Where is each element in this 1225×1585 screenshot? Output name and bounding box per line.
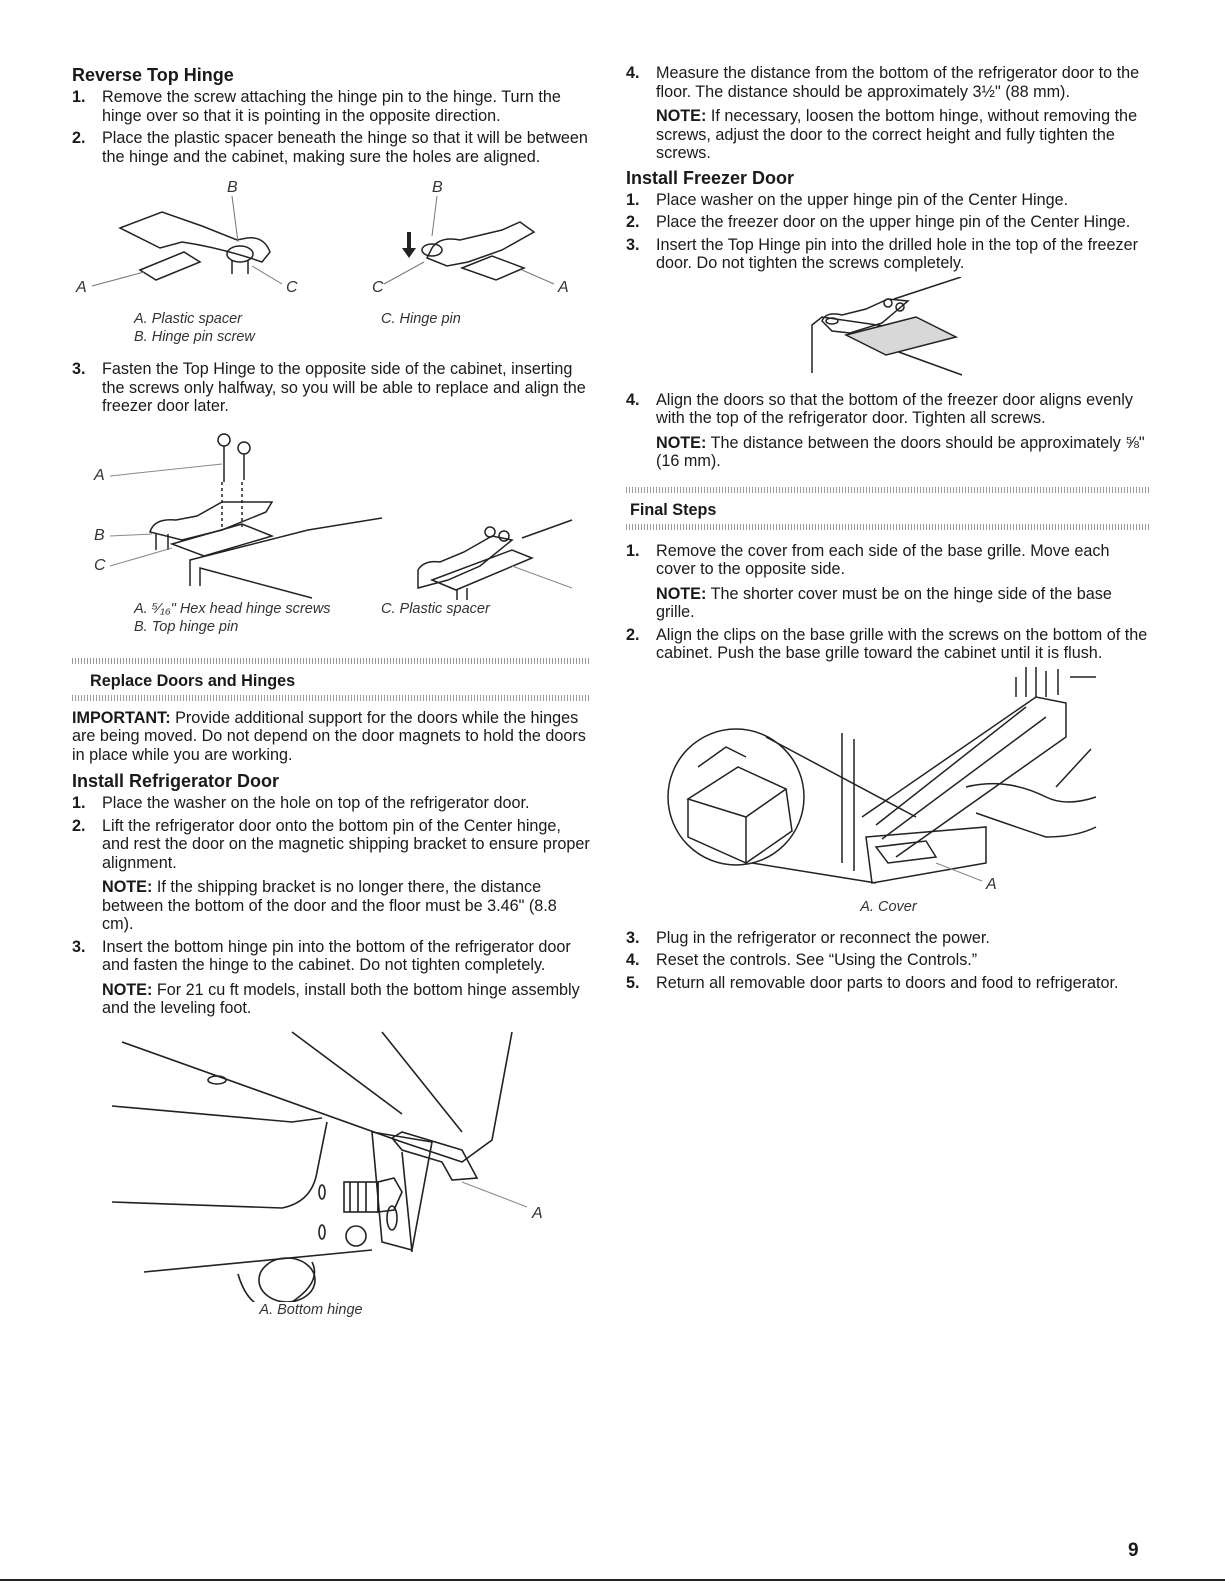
note: NOTE: If the shipping bracket is no longer there, the distance between the bottom of the door and the floor must be 3.46" (8.8 cm). (102, 878, 557, 933)
section-divider-bottom (626, 524, 1151, 530)
right-column (626, 64, 1151, 996)
replace-doors-section (72, 658, 590, 701)
list-item: 1. Remove the screw attaching the hinge pin to the hinge. Turn the hinge over so that it is pointing in the opposite direction. (72, 88, 561, 125)
top-hinge-screws-illustration (72, 420, 590, 600)
figure-top-hinge-screws-captions: A. ⁵⁄₁₆" Hex head hinge screws C. Plastic spacer B. Top hinge pin (134, 600, 490, 635)
list-item: 3. Insert the bottom hinge pin into the bottom of the refrigerator door and fasten the hinge to the cabinet. Do not tighten completely. NOTE: For 21 cu ft models, install both the bottom hinge assembly and the leveling foot. (72, 938, 590, 1018)
install-refrigerator-door-steps (72, 794, 590, 1018)
section-divider-bottom (72, 695, 590, 701)
important-notice: IMPORTANT: Provide additional support for the doors while the hinges are being moved. Do not depend on the door magnets to hold the doors in place while you are working. (72, 708, 586, 764)
list-item: 1. Place washer on the upper hinge pin of the Center Hinge. (626, 190, 1069, 209)
list-item: 3. Insert the Top Hinge pin into the drilled hole in the top of the freezer door. Do not tighten the screws completely. (626, 235, 1139, 272)
measure-steps (626, 64, 1151, 163)
list-item: 3. Plug in the refrigerator or reconnect the power. (626, 928, 990, 947)
label-c-right: C (372, 279, 384, 296)
figure-hinge-spacer-captions: A. Plastic spacer C. Hinge pin B. Hinge pin screw (134, 311, 461, 345)
label-a: A (532, 1204, 543, 1222)
list-item: 4. Align the doors so that the bottom of the freezer door aligns evenly with the top of the refrigerator door. Tighten all screws. NOTE: The distance between the doors should be approximately ⅝" (16 mm). (626, 391, 1151, 471)
label-a: A (94, 466, 105, 484)
install-refrigerator-door-title: Install Refrigerator Door (72, 771, 280, 791)
list-item: 3. Fasten the Top Hinge to the opposite side of the cabinet, inserting the screws only halfway, so you will be able to replace and align the freezer door later. (72, 360, 586, 415)
label-c: C (94, 556, 106, 574)
install-freezer-door-steps-cont (626, 391, 1151, 471)
label-a: A (986, 875, 997, 893)
label-a-left: A (76, 279, 87, 296)
list-item: 1. Remove the cover from each side of the base grille. Move each cover to the opposite side. NOTE: The shorter cover must be on the hinge side of the base grille. (626, 542, 1151, 622)
note: NOTE: For 21 cu ft models, install both the bottom hinge assembly and the leveling foot. (102, 980, 580, 1017)
label-a-right: A (558, 279, 569, 296)
final-steps-section (626, 487, 1151, 530)
figure-freezer-top-hinge (626, 277, 1151, 381)
bottom-rule (0, 1579, 1225, 1581)
hinge-spacer-illustration (72, 170, 590, 310)
note: NOTE: If necessary, loosen the bottom hinge, without removing the screws, adjust the door to the correct height and fully tighten the screws. (656, 107, 1138, 162)
final-steps-list-cont (626, 929, 1151, 993)
figure-bottom-hinge (72, 1022, 590, 1318)
install-freezer-door-steps (626, 191, 1151, 273)
left-column (72, 64, 590, 1318)
list-item: 4. Measure the distance from the bottom of the refrigerator door to the floor. The distance should be approximately 3½" (88 mm). NOTE: If necessary, loosen the bottom hinge, without removing the screws, adjust the door to the correct height and fully tighten the screws. (626, 64, 1151, 163)
list-item: 2. Align the clips on the base grille with the screws on the bottom of the cabinet. Push the base grille toward the cabinet until it is flush. (626, 625, 1148, 662)
label-b-left: B (227, 179, 238, 196)
base-grille-cover-illustration (626, 667, 1151, 899)
list-item: 1. Place the washer on the hole on top of the refrigerator door. (72, 794, 530, 812)
install-freezer-door-title: Install Freezer Door (626, 167, 795, 188)
page-number: 9 (1128, 1540, 1139, 1561)
note: NOTE: The distance between the doors should be approximately ⅝" (16 mm). (656, 433, 1145, 470)
list-item: 2. Lift the refrigerator door onto the bottom pin of the Center hinge, and rest the door on the magnetic shipping bracket to ensure proper alignment. NOTE: If the shipping bracket is no longer there, the distance between the bottom of the door and the floor must be 3.46" (8.8 cm). (72, 816, 590, 933)
note: NOTE: The shorter cover must be on the hinge side of the base grille. (656, 584, 1112, 621)
reverse-top-hinge-title: Reverse Top Hinge (72, 65, 234, 85)
list-item: 2. Place the freezer door on the upper hinge pin of the Center Hinge. (626, 213, 1131, 231)
replace-doors-heading: Replace Doors and Hinges (90, 671, 296, 690)
label-b-right: B (432, 179, 443, 196)
freezer-top-hinge-illustration (626, 277, 1151, 381)
reverse-top-hinge-steps (72, 88, 590, 166)
bottom-hinge-illustration (72, 1022, 590, 1302)
bottom-hinge-caption: A. Bottom hinge (259, 1301, 363, 1318)
label-c-left: C (286, 279, 298, 296)
label-b: B (94, 526, 105, 544)
list-item: 4. Reset the controls. See “Using the Controls.” (626, 951, 978, 969)
reverse-top-hinge-steps-cont (72, 360, 590, 416)
final-steps-heading: Final Steps (630, 500, 717, 519)
final-steps-list (626, 542, 1151, 663)
list-item: 2. Place the plastic spacer beneath the hinge so that it will be between the hinge and the cabinet, making sure the holes are aligned. (72, 129, 588, 166)
figure-base-grille-cover (626, 667, 1151, 915)
figure-hinge-spacer (72, 170, 590, 346)
figure-top-hinge-screws (72, 420, 590, 636)
list-item: 5. Return all removable door parts to doors and food to refrigerator. (626, 973, 1119, 992)
base-grille-caption: A. Cover (860, 898, 917, 915)
